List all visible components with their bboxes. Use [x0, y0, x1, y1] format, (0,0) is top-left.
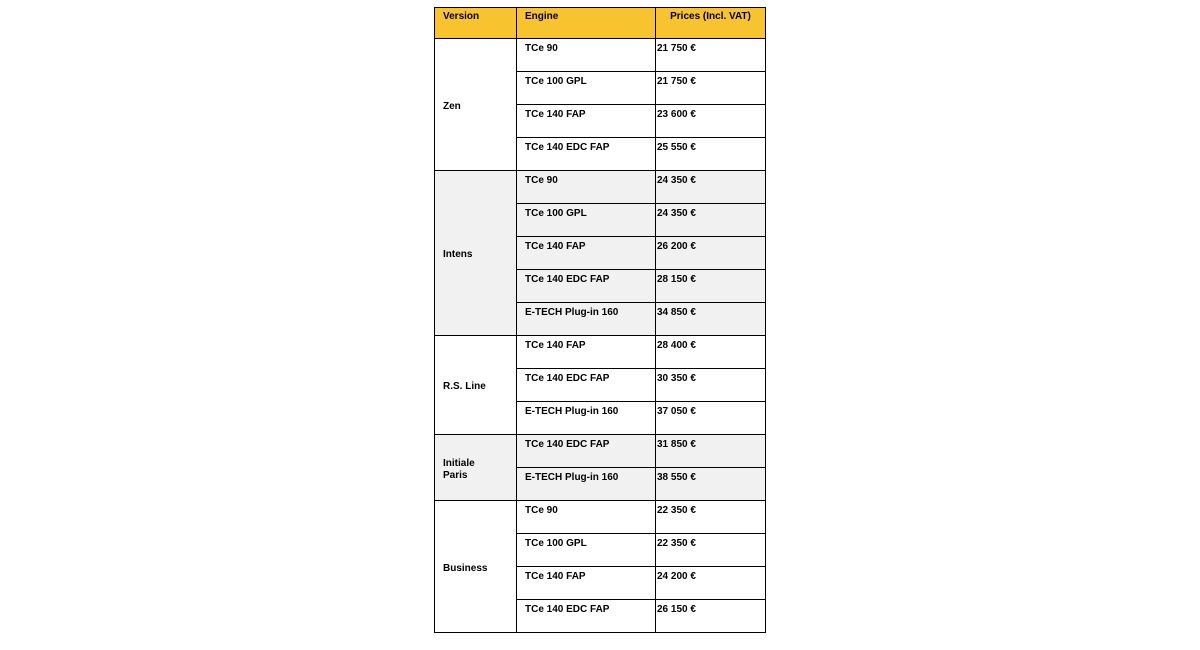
engine-cell: TCe 90: [517, 501, 656, 534]
header-engine: Engine: [517, 8, 656, 39]
engine-cell: TCe 140 EDC FAP: [517, 600, 656, 633]
price-cell: 21 750 €: [656, 39, 766, 72]
price-cell: 24 350 €: [656, 171, 766, 204]
table-row: [435, 171, 766, 204]
engine-cell: TCe 140 FAP: [517, 567, 656, 600]
engine-cell: E-TECH Plug-in 160: [517, 303, 656, 336]
version-cell: R.S. Line: [435, 336, 517, 435]
engine-cell: TCe 140 EDC FAP: [517, 435, 656, 468]
engine-cell: TCe 140 FAP: [517, 336, 656, 369]
header-row: [435, 8, 766, 39]
price-cell: 30 350 €: [656, 369, 766, 402]
price-cell: 22 350 €: [656, 534, 766, 567]
price-cell: 24 350 €: [656, 204, 766, 237]
engine-cell: TCe 140 EDC FAP: [517, 270, 656, 303]
price-cell: 26 150 €: [656, 600, 766, 633]
header-price: Prices (Incl. VAT): [656, 8, 766, 39]
table-row: [435, 435, 766, 468]
price-cell: 25 550 €: [656, 138, 766, 171]
price-cell: 28 150 €: [656, 270, 766, 303]
engine-cell: E-TECH Plug-in 160: [517, 468, 656, 501]
engine-cell: TCe 140 FAP: [517, 105, 656, 138]
table-row: [435, 336, 766, 369]
table-row: [435, 39, 766, 72]
engine-cell: TCe 90: [517, 39, 656, 72]
price-cell: 24 200 €: [656, 567, 766, 600]
price-cell: 26 200 €: [656, 237, 766, 270]
header-version: Version: [435, 8, 517, 39]
price-cell: 34 850 €: [656, 303, 766, 336]
version-cell: Intens: [435, 171, 517, 336]
engine-cell: TCe 90: [517, 171, 656, 204]
engine-cell: TCe 140 EDC FAP: [517, 369, 656, 402]
engine-cell: E-TECH Plug-in 160: [517, 402, 656, 435]
price-cell: 37 050 €: [656, 402, 766, 435]
version-cell: Initiale Paris: [435, 435, 517, 501]
table-row: [435, 501, 766, 534]
engine-cell: TCe 100 GPL: [517, 204, 656, 237]
engine-cell: TCe 140 EDC FAP: [517, 138, 656, 171]
price-cell: 22 350 €: [656, 501, 766, 534]
table-header: [435, 8, 766, 39]
version-cell: Zen: [435, 39, 517, 171]
price-cell: 31 850 €: [656, 435, 766, 468]
table-body: [435, 39, 766, 633]
price-cell: 23 600 €: [656, 105, 766, 138]
engine-cell: TCe 100 GPL: [517, 534, 656, 567]
price-cell: 28 400 €: [656, 336, 766, 369]
engine-cell: TCe 100 GPL: [517, 72, 656, 105]
price-table: [434, 7, 766, 633]
price-cell: 21 750 €: [656, 72, 766, 105]
price-cell: 38 550 €: [656, 468, 766, 501]
engine-cell: TCe 140 FAP: [517, 237, 656, 270]
version-cell: Business: [435, 501, 517, 633]
